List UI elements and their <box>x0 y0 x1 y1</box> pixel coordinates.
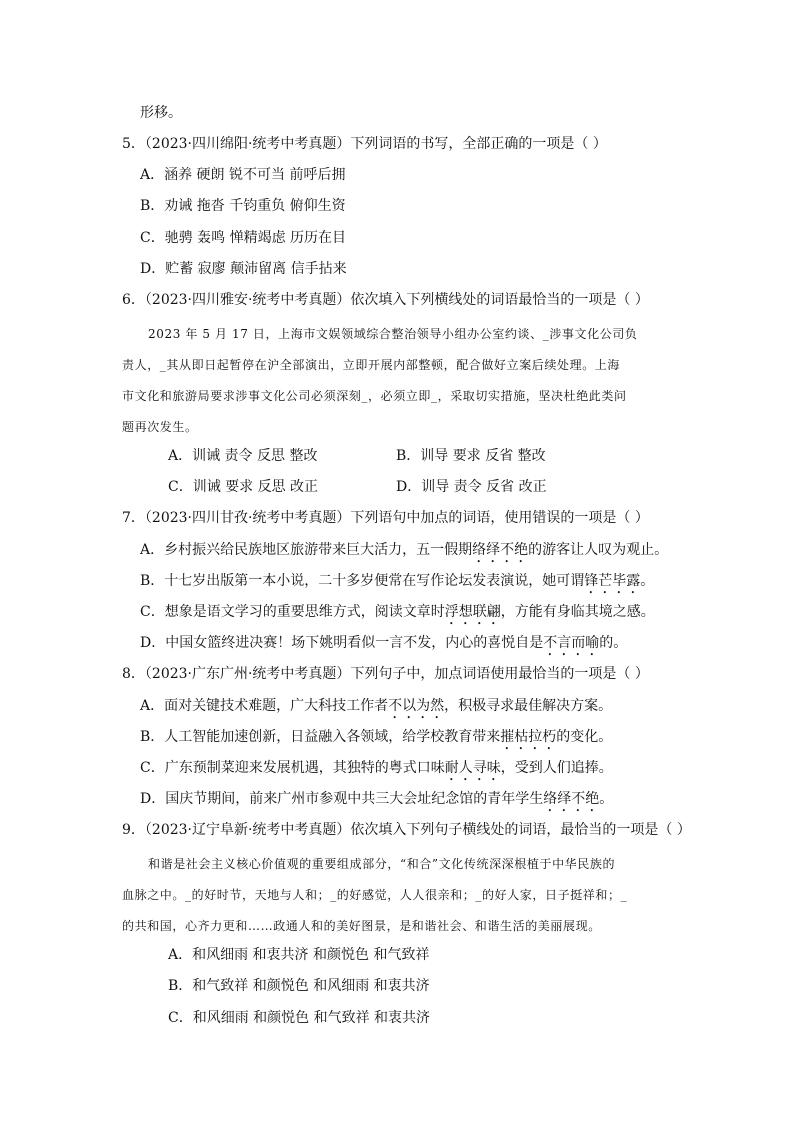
dotted-phrase: 络绎不绝 <box>472 542 529 558</box>
question-6-passage-line: 市文化和旅游局要求涉事文化公司必须深刻_，必须立即_，采取切实措施，坚决杜绝此类问 <box>122 389 627 403</box>
option-text: 的变化。 <box>556 729 613 745</box>
option-text: C．广东预制菜迎来发展机遇，其独特的粤式口味 <box>140 760 445 776</box>
question-7-option-b <box>140 571 654 597</box>
continuation-text: 形移。 <box>140 105 182 121</box>
question-9-passage-line: 和谐是社会主义核心价值观的重要组成部分，“和合”文化传统深深根植于中华民族的 <box>148 857 616 871</box>
question-6-stem: 6．（2023·四川雅安·统考中考真题）依次填入下列横线处的词语最恰当的一项是（ ） <box>122 292 649 308</box>
option-text: C．想象是语文学习的重要思维方式，阅读文章时 <box>140 604 445 620</box>
question-5-option-d: D．贮蓄 寂廖 颠沛留离 信手拈来 <box>140 261 347 277</box>
option-text: ，方能有身临其境之感。 <box>500 604 655 620</box>
question-7-option-d <box>140 633 627 659</box>
question-5-option-c: C．驰骋 轰鸣 惮精竭虑 历历在目 <box>140 230 347 246</box>
question-5-option-b: B．劝诫 拖沓 千钧重负 俯仰生资 <box>140 198 346 214</box>
option-text: D．中国女篮终进决赛！场下姚明看似一言不发，内心的喜悦自是 <box>140 635 544 651</box>
option-text: 的。 <box>599 635 628 651</box>
question-6-option-a: A．训诫 责令 反思 整改 <box>168 448 318 464</box>
option-text: A．面对关键技术难题，广大科技工作者 <box>140 698 389 714</box>
question-9-option-a: A．和风细雨 和衷共济 和颜悦色 和气致祥 <box>168 947 430 963</box>
question-6-passage-line: 题再次发生。 <box>122 420 198 434</box>
option-text: A．乡村振兴给民族地区旅游带来巨大活力，五一假期 <box>140 542 473 558</box>
question-8-stem: 8．（2023·广东广州·统考中考真题）下列句子中，加点词语使用最恰当的一项是（ ） <box>122 666 649 682</box>
dotted-phrase: 耐人寻味 <box>444 760 501 776</box>
question-6-passage-line: 2023 年 5 月 17 日，上海市文娱领域综合整治领导小组办公室约谈、_涉事文化公司负 <box>148 327 638 341</box>
question-9-passage-line: 的共和国，心齐力更和……政通人和的美好图景，是和谐社会、和谐生活的美丽展现。 <box>122 919 601 933</box>
dotted-phrase: 不以为然 <box>388 698 445 714</box>
option-text: ，积极寻求最佳解决方案。 <box>444 698 613 714</box>
dotted-phrase: 锋芒毕露 <box>584 573 641 589</box>
question-8-option-a <box>140 696 612 722</box>
question-8-option-c <box>140 758 613 784</box>
question-9-option-b: B．和气致祥 和颜悦色 和风细雨 和衷共济 <box>168 978 430 994</box>
question-5-option-a: A．涵养 硬朗 锐不可当 前呼后拥 <box>140 167 346 183</box>
question-9-passage-line: 血脉之中。_的好时节，天地与人和；_的好感觉，人人很亲和；_的好人家，日子挺祥和；_ <box>122 888 628 902</box>
question-7-option-a <box>140 540 668 566</box>
dotted-phrase: 浮想联翩 <box>444 604 501 620</box>
question-6-passage-line: 责人，_其从即日起暂停在沪全部演出，立即开展内部整顿，配合做好立案后续处理。上海 <box>122 358 621 372</box>
question-6-option-c: C．训诫 要求 反思 改正 <box>168 479 319 495</box>
option-text: 的游客让人叹为观止。 <box>528 542 669 558</box>
question-8-option-b <box>140 727 612 753</box>
question-6-option-b: B．训导 要求 反省 整改 <box>396 448 546 464</box>
option-text: B．人工智能加速创新，日益融入各领域，给学校教育带来 <box>140 729 501 745</box>
question-7-stem: 7．（2023·四川甘孜·统考中考真题）下列语句中加点的词语，使用错误的一项是（ ） <box>122 510 649 526</box>
dotted-phrase: 络绎不绝 <box>543 791 600 807</box>
question-7-option-c <box>140 602 655 628</box>
question-9-option-c: C．和风细雨 和颜悦色 和气致祥 和衷共济 <box>168 1010 431 1026</box>
question-6-option-d: D．训导 责令 反省 改正 <box>396 479 547 495</box>
dotted-phrase: 摧枯拉朽 <box>500 729 557 745</box>
option-text: 。 <box>599 791 614 807</box>
option-text: 。 <box>640 573 655 589</box>
question-8-option-d <box>140 789 613 815</box>
question-9-stem: 9．（2023·辽宁阜新·统考中考真题）依次填入下列句子横线处的词语，最恰当的一项是（ ） <box>122 822 691 838</box>
option-text: ，受到人们追捧。 <box>500 760 613 776</box>
option-text: B．十七岁出版第一本小说，二十多岁便常在写作论坛发表演说，她可谓 <box>140 573 585 589</box>
dotted-phrase: 不言而喻 <box>543 635 600 651</box>
option-text: D．国庆节期间，前来广州市参观中共三大会址纪念馆的青年学生 <box>140 791 544 807</box>
question-5-stem: 5．（2023·四川绵阳·统考中考真题）下列词语的书写，全部正确的一项是（ ） <box>122 136 607 152</box>
